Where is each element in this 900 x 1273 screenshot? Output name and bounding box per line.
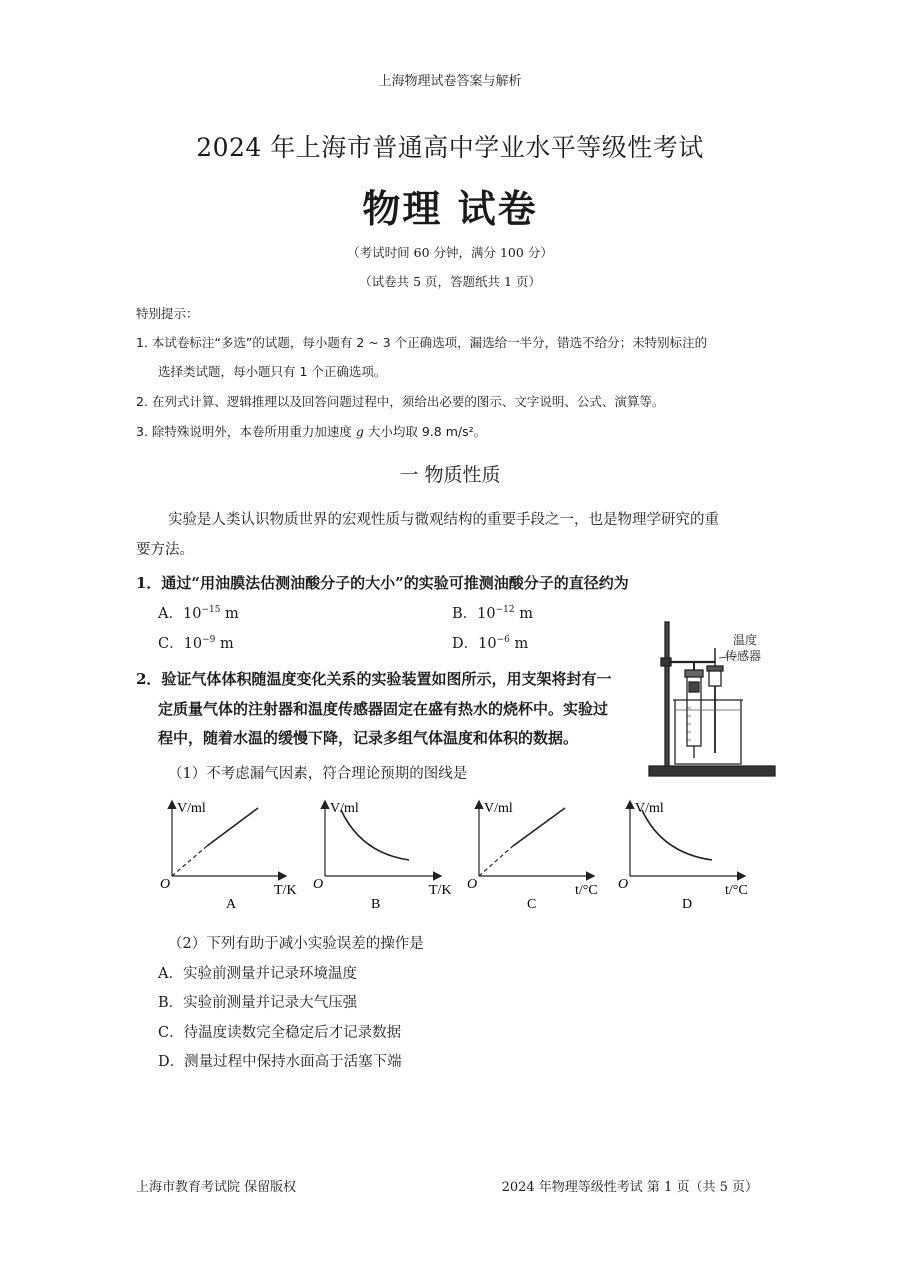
q2-stem-line-3: 程中，随着水温的缓慢下降，记录多组气体温度和体积的数据。	[158, 729, 579, 747]
q2-stem-line-2: 定质量气体的注射器和温度传感器固定在盛有热水的烧杯中。实验过	[158, 700, 609, 718]
graph-b-curve	[341, 810, 409, 860]
graph-a-xlabel: T/K	[274, 883, 297, 898]
q2-sub1: （1）不考虑漏气因素，符合理论预期的图线是	[168, 766, 468, 782]
graph-c-line	[513, 808, 565, 846]
section-intro-line-2: 要方法。	[136, 542, 194, 558]
graph-a-dashed-extension	[172, 846, 207, 876]
graph-a-line	[207, 808, 258, 846]
q1-stem: 1．通过“用油膜法估测油酸分子的大小”的实验可推测油酸分子的直径约为	[136, 574, 629, 592]
beaker	[675, 700, 741, 764]
q2-sub2-option-a: A．实验前测量并记录环境温度	[158, 966, 357, 982]
q1-option-b-label: B．	[452, 606, 478, 622]
apparatus-figure	[645, 618, 780, 783]
figure-label-line-2: 传感器	[725, 649, 762, 663]
graph-c-origin: O	[467, 877, 478, 892]
stand-base	[649, 766, 775, 776]
q1-option-c	[158, 632, 234, 653]
q1-option-a-base: 10	[182, 606, 202, 622]
q1-option-b-exp: −12	[495, 605, 515, 616]
graph-b-letter: B	[371, 897, 381, 912]
footer-left: 上海市教育考试院 保留版权	[136, 1180, 297, 1195]
q1-option-d	[452, 632, 528, 653]
graph-b-xlabel: T/K	[429, 883, 452, 898]
note-3	[136, 422, 486, 440]
q2-stem-line-1: 2．验证气体体积随温度变化关系的实验装置如图所示，用支架将封有一	[136, 670, 612, 688]
note-1-line-1: 1. 本试卷标注“多选”的试题，每小题有 2 ~ 3 个正确选项，漏选给一半分，错选不给分；未特别标注的	[136, 335, 708, 350]
note-3-pre: 3. 除特殊说明外，本卷所用重力加速度	[136, 424, 356, 439]
q1-option-d-base: 10	[478, 636, 497, 652]
q1-option-c-unit: m	[215, 636, 234, 652]
q1-option-b-unit: m	[514, 606, 533, 622]
section-intro-line-1: 实验是人类认识物质世界的宏观性质与微观结构的重要手段之一，也是物理学研究的重	[168, 512, 719, 528]
q2-sub2-option-d: D．测量过程中保持水面高于活塞下端	[158, 1054, 402, 1070]
q1-option-a	[158, 602, 239, 623]
exam-time-info: （考试时间 60 分钟，满分 100 分）	[347, 245, 553, 260]
q1-option-c-exp: −9	[202, 635, 216, 646]
graph-b	[305, 798, 455, 913]
temperature-sensor	[709, 670, 721, 686]
graph-a	[150, 798, 300, 913]
q1-option-d-unit: m	[509, 636, 529, 652]
graph-d-xlabel: t/°C	[725, 883, 748, 898]
q1-option-b	[452, 602, 533, 623]
note-3-var: g	[355, 424, 364, 439]
graph-b-ylabel: V/ml	[330, 801, 359, 816]
q1-option-c-label: C．	[158, 636, 184, 652]
exam-title: 2024 年上海市普通高中学业水平等级性考试	[196, 133, 704, 162]
graph-c-ylabel: V/ml	[484, 801, 513, 816]
graph-c-xlabel: t/°C	[575, 883, 598, 898]
graph-d-letter: D	[682, 897, 693, 912]
graph-b-origin: O	[313, 877, 324, 892]
q2-sub2-option-c: C．待温度读数完全稳定后才记录数据	[158, 1025, 402, 1041]
exam-pages-info: （试卷共 5 页，答题纸共 1 页）	[359, 274, 541, 289]
q1-option-d-exp: −6	[496, 635, 510, 646]
q2-sub2: （2）下列有助于减小实验误差的操作是	[168, 936, 424, 952]
graph-c-letter: C	[527, 897, 537, 912]
note-3-post: 大小均取 9.8 m/s²。	[363, 424, 487, 439]
q1-option-a-label: A．	[158, 606, 183, 622]
graph-a-ylabel: V/ml	[177, 801, 206, 816]
q1-option-a-exp: −15	[201, 605, 221, 616]
q2-sub2-option-b: B．实验前测量并记录大气压强	[158, 995, 358, 1011]
running-header: 上海物理试卷答案与解析	[378, 74, 522, 89]
subject-title: 物理 试卷	[362, 186, 538, 231]
graph-a-origin: O	[160, 877, 171, 892]
graph-c-dashed-extension	[479, 846, 513, 876]
graph-d	[610, 798, 760, 913]
graph-d-curve	[642, 810, 712, 860]
q1-option-d-label: D．	[452, 636, 479, 652]
note-2: 2. 在列式计算、逻辑推理以及回答问题过程中，须给出必要的图示、文字说明、公式、演算等。	[136, 394, 665, 409]
graph-d-ylabel: V/ml	[635, 801, 664, 816]
q1-option-a-unit: m	[220, 606, 239, 622]
graph-a-letter: A	[226, 897, 237, 912]
footer-right: 2024 年物理等级性考试 第 1 页（共 5 页）	[501, 1180, 758, 1195]
figure-label-line-1: 温度	[733, 633, 758, 647]
note-1-line-2: 选择类试题，每小题只有 1 个正确选项。	[158, 364, 387, 379]
graph-d-origin: O	[618, 877, 629, 892]
stand-rod	[665, 622, 669, 766]
notes-heading: 特别提示：	[136, 306, 199, 321]
graph-c	[455, 798, 605, 913]
section-title: 一 物质性质	[399, 464, 501, 486]
q1-option-c-base: 10	[183, 636, 203, 652]
q1-option-b-base: 10	[477, 606, 496, 622]
